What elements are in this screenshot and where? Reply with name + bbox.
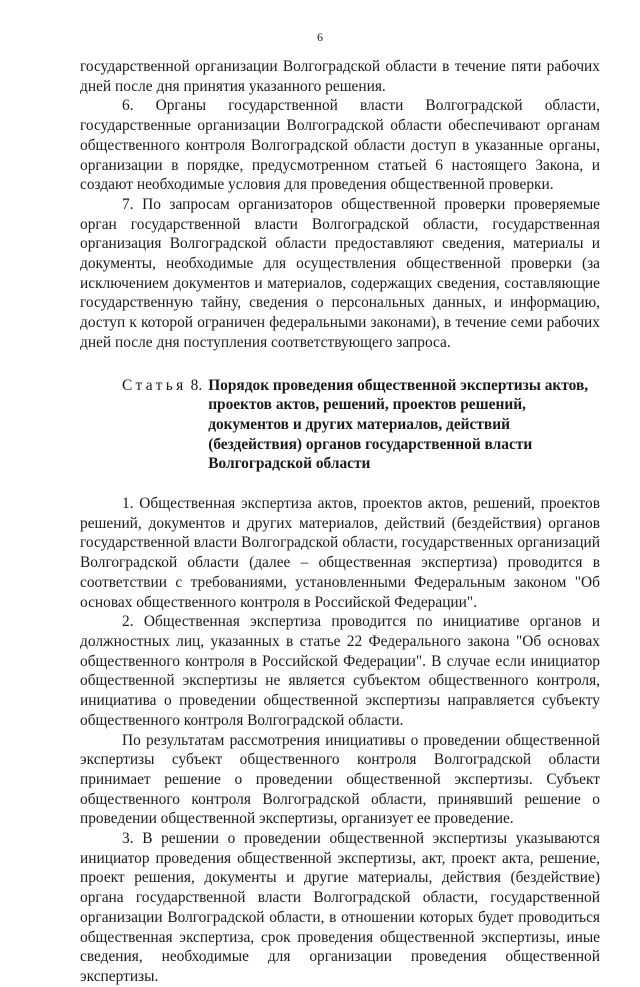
paragraph: По результатам рассмотрения инициативы о проведении общественной экспертизы субъект общественного контроля Волгоградской области принимает решение о проведении общественной экспертизы. Субъект общественного контроля Волгоградской области, принявший решение о проведении общественной экспертизы, организует ее проведение. <box>80 731 600 828</box>
section-before <box>80 57 600 353</box>
article-label: Статья <box>122 376 187 394</box>
paragraph: 3. В решении о проведении общественной экспертизы указываются инициатор проведения общественной экспертизы, акт, проект акта, решение, проект решения, документы и другие материалы, действия (бездействие) органа государственной власти Волгоградской области, государственной организации Волгоградской области, в отношении которых будет проводиться общественная экспертиза, срок проведения общественной экспертизы, иные сведения, необходимые для организации проведения общественной экспертизы. <box>80 830 600 985</box>
paragraph: 1. Общественная экспертиза актов, проектов актов, решений, проектов решений, документов и других материалов, действий (бездействия) органов государственной власти Волгоградской области, государственных организаций Волгоградской области (далее – общественная экспертиза) проводится в соответствии с требованиями, установленными Федеральным законом "Об основах общественного контроля в Российской Федерации". <box>80 495 600 611</box>
article-heading <box>80 376 600 475</box>
paragraph: государственной организации Волгоградской области в течение пяти рабочих дней после дня принятия указанного решения. <box>80 58 600 95</box>
paragraph: 7. По запросам организаторов общественной проверки проверяемые орган государственной власти Волгоградской области, государственная организация Волгоградской области предоставляют сведения, материалы и документы, необходимые для осуществления общественной проверки (за исключением документов и материалов, содержащих сведения, составляющие государственную тайну, сведения о персональных данных, и информацию, доступ к которой ограничен федеральными законами), в течение семи рабочих дней после дня поступления соответствующего запроса. <box>80 195 600 351</box>
section-after <box>80 494 600 987</box>
paragraph: 2. Общественная экспертиза проводится по инициативе органов и должностных лиц, указанных в статье 22 Федерального закона "Об основах общественного контроля в Российской Федерации". В случае если инициатор общественной экспертизы не является субъектом общественного контроля, инициатива о проведении общественной экспертизы направляется субъекту общественного контроля Волгоградской области. <box>80 613 600 729</box>
page-number: 6 <box>317 30 323 44</box>
article-title: Порядок проведения общественной экспертизы актов, проектов актов, решений, проектов решений, документов и других материалов, действий (бездействия) органов государственной власти Волгоградской области <box>208 376 589 473</box>
article-number: 8. <box>190 376 203 394</box>
paragraph: 6. Органы государственной власти Волгоградской области, государственные организации Волгоградской области обеспечивают органам общественного контроля Волгоградской области доступ в указанные органы, организации в порядке, предусмотренном статьей 6 настоящего Закона, и создают необходимые условия для проведения общественной проверки. <box>80 97 600 194</box>
